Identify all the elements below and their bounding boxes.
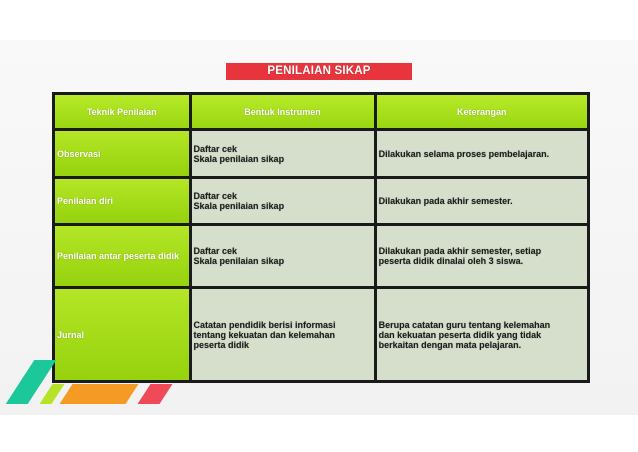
table-header-row xyxy=(55,95,587,128)
note-cell xyxy=(377,131,587,176)
instrument-cell xyxy=(192,131,374,176)
instrument-line: Skala penilaian sikap xyxy=(193,153,285,164)
note-line: berkaitan dengan mata pelajaran. xyxy=(378,339,522,350)
instrument-line: Skala penilaian sikap xyxy=(193,201,285,211)
table-row xyxy=(55,289,587,380)
instrument-line: Daftar cek xyxy=(193,246,238,256)
note-line: peserta didik dinalai oleh 3 siswa. xyxy=(378,256,524,266)
note-cell xyxy=(377,226,587,286)
header-technique: Teknik Penilaian xyxy=(55,95,189,128)
note-line: Dilakukan pada akhir semester. xyxy=(378,196,513,206)
instrument-cell xyxy=(192,226,374,286)
technique-cell: Observasi xyxy=(55,131,189,176)
instrument-line: Catatan pendidik berisi informasi xyxy=(193,319,336,330)
instrument-line: Skala penilaian sikap xyxy=(193,256,285,266)
instrument-line: Daftar cek xyxy=(193,143,238,154)
header-note: Keterangan xyxy=(377,95,587,128)
note-line: Dilakukan selama proses pembelajaran. xyxy=(378,148,550,159)
technique-cell: Jurnal xyxy=(55,289,189,380)
instrument-cell xyxy=(192,179,374,223)
note-line: Berupa catatan guru tentang kelemahan xyxy=(378,319,551,330)
instrument-line: Daftar cek xyxy=(193,191,238,201)
instrument-cell xyxy=(192,289,374,380)
decorative-stripe-orange xyxy=(60,384,139,404)
table-row xyxy=(55,226,587,286)
table-row xyxy=(55,131,587,176)
technique-cell: Penilaian diri xyxy=(55,179,189,223)
assessment-table xyxy=(52,92,590,383)
note-cell xyxy=(377,179,587,223)
table-row xyxy=(55,179,587,223)
technique-cell: Penilaian antar peserta didik xyxy=(55,226,189,286)
instrument-line: peserta didik xyxy=(193,339,250,350)
note-line: Dilakukan pada akhir semester, setiap xyxy=(378,246,542,256)
header-instrument: Bentuk Instrumen xyxy=(192,95,374,128)
note-line: dan kekuatan peserta didik yang tidak xyxy=(378,329,542,340)
note-cell xyxy=(377,289,587,380)
instrument-line: tentang kekuatan dan kelemahan xyxy=(193,329,336,340)
title-banner: PENILAIAN SIKAP xyxy=(226,63,412,80)
